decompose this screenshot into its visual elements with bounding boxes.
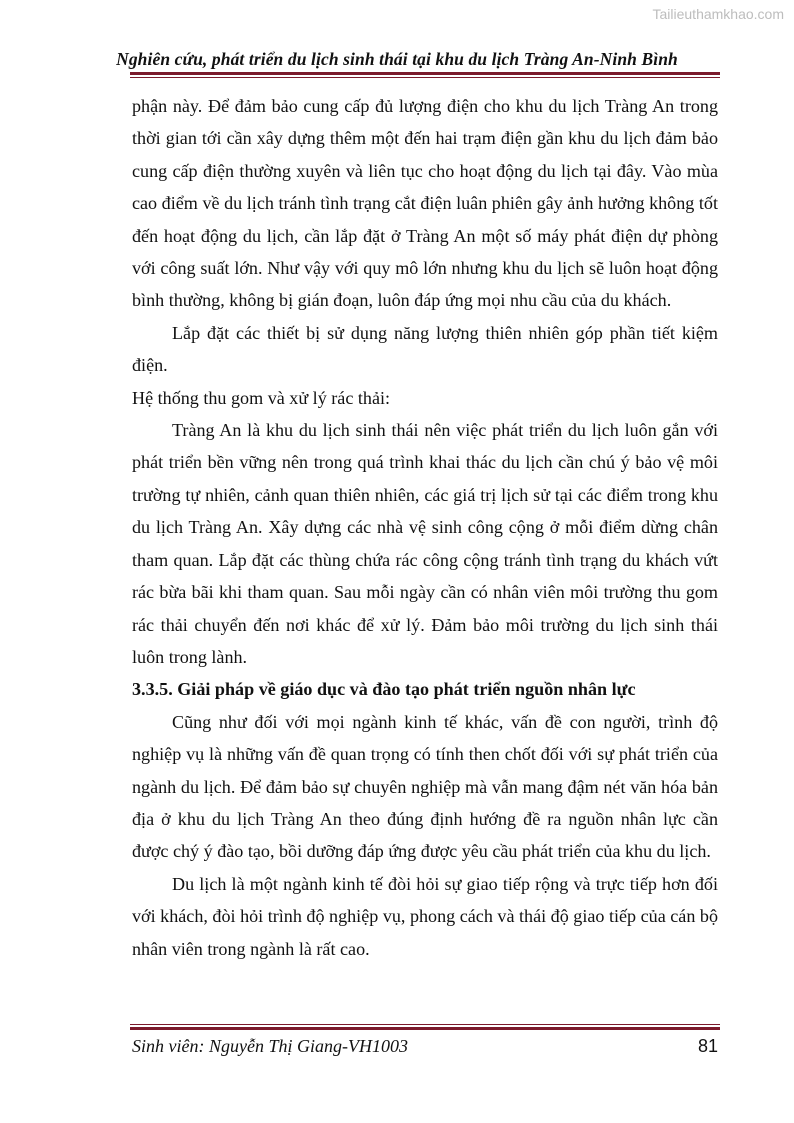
document-body bbox=[132, 90, 718, 965]
footer-rule-thick bbox=[130, 1027, 720, 1030]
watermark-text: Tailieuthamkhao.com bbox=[652, 6, 784, 22]
page-header-title: Nghiên cứu, phát triển du lịch sinh thái tại khu du lịch Tràng An-Ninh Bình bbox=[116, 49, 678, 69]
paragraph-5: Cũng như đối với mọi ngành kinh tế khác, vấn đề con người, trình độ nghiệp vụ là những vấn đề quan trọng có tính then chốt đối với sự phát triển của ngành du lịch. Để đảm bảo sự chuyên nghiệp mà vẫn mang đậm nét văn hóa bản địa ở khu du lịch Tràng An theo đúng định hướng đề ra nguồn nhân lực cần được chý ý đào tạo, bồi dưỡng đáp ứng được yêu cầu phát triển của khu du lịch. bbox=[132, 711, 718, 862]
paragraph-4: Tràng An là khu du lịch sinh thái nên việc phát triển du lịch luôn gắn với phát triển bền vững nên trong quá trình khai thác du lịch cần chú ý bảo vệ môi trường tự nhiên, cảnh quan thiên nhiên, các giá trị lịch sử tại các điểm trong khu du lịch Tràng An. Xây dựng các nhà vệ sinh công cộng ở mỗi điểm dừng chân tham quan. Lắp đặt các thùng chứa rác công cộng tránh tình trạng du khách vứt rác bừa bãi khi tham quan. Sau mỗi ngày cần có nhân viên môi trường thu gom rác thải chuyển đến nơi khác để xử lý. Đảm bảo môi trường du lịch sinh thái luôn trong lành. bbox=[132, 420, 718, 667]
paragraph-2: Lắp đặt các thiết bị sử dụng năng lượng thiên nhiên góp phần tiết kiệm điện. bbox=[132, 322, 718, 376]
footer-student-name: Sinh viên: Nguyễn Thị Giang-VH1003 bbox=[132, 1036, 408, 1056]
header-rule-thin bbox=[130, 77, 720, 78]
paragraph-1: phận này. Để đảm bảo cung cấp đủ lượng điện cho khu du lịch Tràng An trong thời gian tới cần xây dựng thêm một đến hai trạm điện gần khu du lịch đảm bảo cung cấp điện thường xuyên và liên tục cho hoạt động du lịch tại đây. Vào mùa cao điểm về du lịch tránh tình trạng cắt điện luân phiên gây ảnh hưởng không tốt đến hoạt động du lịch, cần lắp đặt ở Tràng An một số máy phát điện dự phòng với công suất lớn. Như vậy với quy mô lớn nhưng khu du lịch sẽ luôn hoạt động bình thường, không bị gián đoạn, luôn đáp ứng mọi nhu cầu của du khách. bbox=[132, 96, 718, 311]
header-rule-thick bbox=[130, 72, 720, 75]
section-heading: 3.3.5. Giải pháp về giáo dục và đào tạo phát triển nguồn nhân lực bbox=[132, 679, 636, 700]
paragraph-6: Du lịch là một ngành kinh tế đòi hỏi sự giao tiếp rộng và trực tiếp hơn đối với khách, đòi hỏi trình độ nghiệp vụ, phong cách và thái độ giao tiếp của cán bộ nhân viên trong ngành là rất cao. bbox=[132, 873, 718, 959]
paragraph-3: Hệ thống thu gom và xử lý rác thải: bbox=[132, 387, 391, 408]
footer-rule-thin bbox=[130, 1024, 720, 1025]
page-number: 81 bbox=[697, 1036, 718, 1056]
